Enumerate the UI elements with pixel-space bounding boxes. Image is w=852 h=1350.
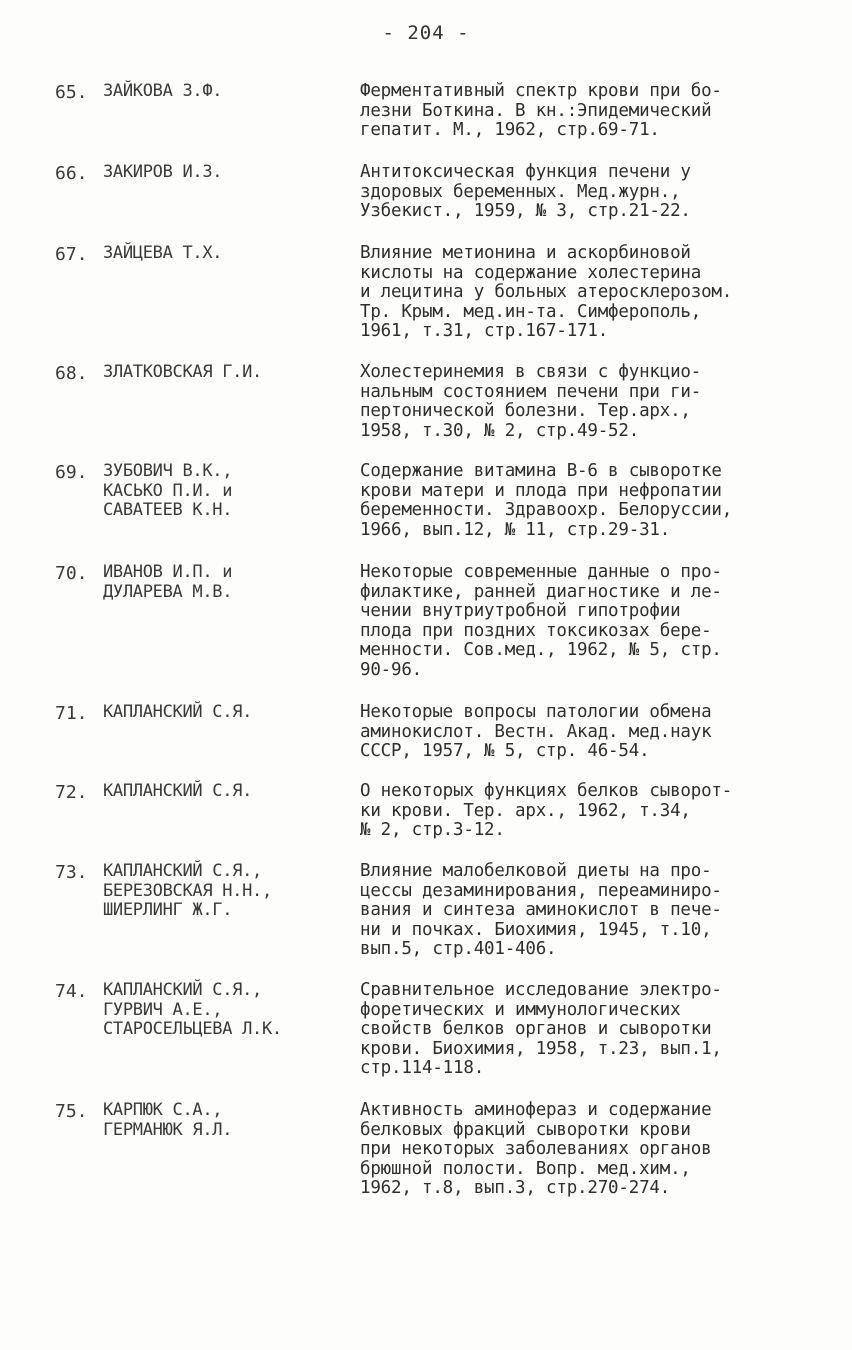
entry-number: 74. (55, 981, 88, 1002)
entry-citation: Ферментативный спектр крови при бо- лезни Боткина. В кн.:Эпидемический гепатит. М., 1962, стр.69-71. (360, 81, 722, 140)
entry-citation: Активность аминофераз и содержание белковых фракций сыворотки крови при некоторых заболеваниях органов брюшной полости. Вопр. мед.хим., 1962, т.8, вып.3, стр.270-274. (360, 1100, 712, 1198)
entry-number: 71. (55, 703, 88, 724)
entry-number: 65. (55, 82, 88, 103)
page-number: - 204 - (382, 22, 470, 44)
entry-authors: КАПЛАНСКИЙ С.Я., БЕРЕЗОВСКАЯ Н.Н., ШИЕРЛИНГ Ж.Г. (103, 861, 272, 920)
entry-authors: КАПЛАНСКИЙ С.Я. (103, 702, 253, 722)
entry-authors: ЗУБОВИЧ В.К., КАСЬКО П.И. и САВАТЕЕВ К.Н. (103, 461, 233, 520)
entry-citation: Влияние метионина и аскорбиновой кислоты на содержание холестерина и лецитина у больных атеросклерозом. Тр. Крым. мед.ин-та. Симферополь, 1961, т.31, стр.167-171. (360, 243, 733, 341)
entry-citation: Антитоксическая функция печени у здоровых беременных. Мед.журн., Узбекист., 1959, № 3, стр.21-22. (360, 162, 691, 221)
entry-number: 66. (55, 163, 88, 184)
entry-number: 73. (55, 862, 88, 883)
entry-citation: Некоторые современные данные о про- филактике, ранней диагностике и ле- чении внутриутробной гипотрофии плода при поздних токсикозах бере- менности. Сов.мед., 1962, № 5, стр. 90-96. (360, 562, 722, 680)
entry-citation: Некоторые вопросы патологии обмена аминокислот. Вестн. Акад. мед.наук СССР, 1957, № 5, стр. 46-54. (360, 702, 712, 761)
entry-authors: КАПЛАНСКИЙ С.Я. (103, 781, 253, 801)
entry-citation: Сравнительное исследование электро- форетических и иммунологических свойств белков органов и сыворотки крови. Биохимия, 1958, т.23, вып.1, стр.114-118. (360, 980, 722, 1078)
entry-number: 67. (55, 244, 88, 265)
entry-authors: ЗЛАТКОВСКАЯ Г.И. (103, 362, 262, 382)
entry-citation: Содержание витамина В-6 в сыворотке крови матери и плода при нефропатии беременности. Здравоохр. Белоруссии, 1966, вып.12, № 11, стр.29-31. (360, 461, 733, 540)
entry-citation: Влияние малобелковой диеты на про- цессы дезаминирования, переаминиро- вания и синтеза аминокислот в пече- ни и почках. Биохимия, 1945, т.10, вып.5, стр.401-406. (360, 861, 722, 959)
entry-number: 68. (55, 363, 88, 384)
entry-number: 72. (55, 782, 88, 803)
entry-citation: О некоторых функциях белков сыворот- ки крови. Тер. арх., 1962, т.34, № 2, стр.3-12. (360, 781, 733, 840)
entry-authors: ЗАКИРОВ И.З. (103, 162, 223, 182)
entry-citation: Холестеринемия в связи с функцио- нальным состоянием печени при ги- пертонической болезни. Тер.арх., 1958, т.30, № 2, стр.49-52. (360, 362, 702, 441)
entry-number: 69. (55, 462, 88, 483)
entry-authors: ЗАЙКОВА З.Ф. (103, 81, 223, 101)
entry-authors: ИВАНОВ И.П. и ДУЛАРЕВА М.В. (103, 562, 233, 602)
entry-authors: ЗАЙЦЕВА Т.Х. (103, 243, 223, 263)
entry-authors: КАПЛАНСКИЙ С.Я., ГУРВИЧ А.Е., СТАРОСЕЛЬЦЕВА Л.К. (103, 980, 282, 1039)
entry-authors: КАРПЮК С.А., ГЕРМАНЮК Я.Л. (103, 1100, 233, 1140)
entry-number: 75. (55, 1101, 88, 1122)
entry-number: 70. (55, 563, 88, 584)
